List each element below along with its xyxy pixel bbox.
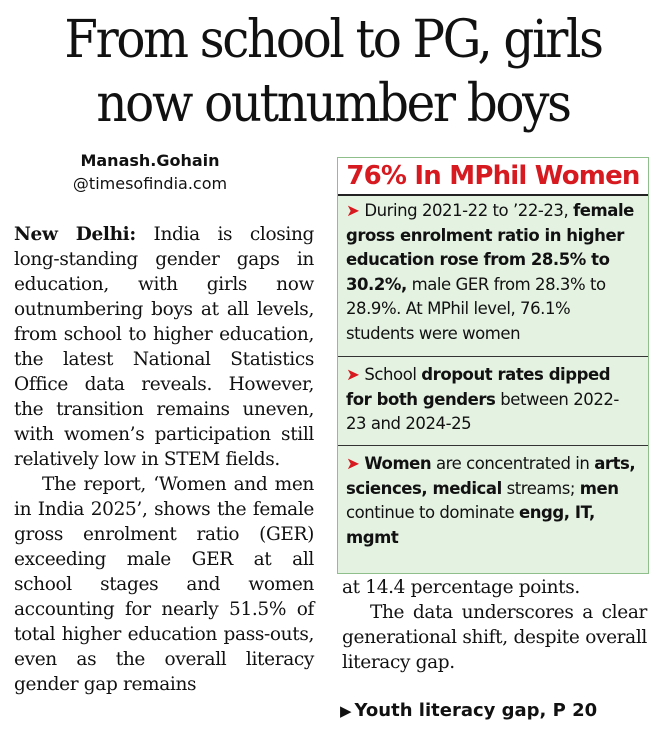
headline-line-1: From school to PG, girls: [64, 10, 602, 70]
factbox-item-3-text-b: are concentrated in: [436, 454, 590, 473]
article-paragraph-2: The report, ‘Women and men in India 2025’, shows the female gross enrolment ratio (GER) exceeding male GER at all school stages and women accounting for nearly 51.5% of total higher education pass-outs, even as the overall literacy gender gap remains: [14, 474, 314, 695]
article-column-left: [14, 222, 314, 697]
factbox-item-3-text-g: engg, IT, mgmt: [346, 503, 595, 547]
factbox-item-3-text-d: streams;: [506, 478, 575, 498]
factbox-item-3: [338, 452, 638, 550]
factbox-item-2-text-b: dropout rates dipped for both genders: [346, 365, 611, 409]
factbox-divider: [338, 445, 648, 446]
red-arrow-icon: ➤: [346, 454, 360, 473]
page-reference-link[interactable]: [340, 700, 640, 722]
red-arrow-icon: ➤: [346, 365, 360, 384]
factbox-item-3-text-a: Women: [364, 454, 432, 473]
factbox-item-1-text-c: male GER from 28.3% to 28.9%. At MPhil level, 76.1% students were women: [346, 274, 606, 343]
factbox: [337, 157, 649, 574]
author-handle: @timesofindia.com: [72, 174, 228, 193]
red-arrow-icon: ➤: [346, 201, 360, 220]
article-paragraph-2-continued: at 14.4 percentage points.: [342, 577, 580, 598]
factbox-item-2-text-c: between 2022-23 and 2024-25: [346, 389, 619, 433]
factbox-item-2-text-a: School: [364, 365, 417, 384]
article-paragraph-1: [14, 222, 314, 472]
factbox-item-1: [338, 199, 638, 346]
factbox-item-1-text-b: female gross enrolment ratio in higher education rose from 28.5% to 30.2%,: [346, 201, 634, 294]
dateline: New Delhi:: [14, 224, 136, 245]
triangle-right-icon: ▶: [340, 702, 352, 720]
article-column-right: [342, 575, 647, 675]
factbox-item-2: [338, 363, 638, 437]
paragraph-1-text: India is closing long-standing gender gaps in education, with girls now outnumbering boys at all levels, from school to higher education, the latest National Statistics Office data reveals. However, the transition remains uneven, with women’s participation still relatively low in STEM fields.: [14, 224, 314, 470]
author-name: Manash.Gohain: [80, 151, 220, 170]
byline: [40, 150, 260, 196]
page-reference-text: Youth literacy gap, P 20: [354, 700, 598, 721]
headline: [23, 8, 642, 136]
factbox-item-1-text-a: During 2021-22 to ’22-23,: [364, 201, 569, 220]
headline-line-2: now outnumber boys: [96, 74, 570, 134]
factbox-item-3-text-c: arts, sciences, medical: [346, 454, 636, 498]
factbox-item-3-text-f: continue to dominate: [346, 503, 515, 522]
article-paragraph-3: The data underscores a clear generational shift, despite overall literacy gap.: [342, 602, 647, 673]
factbox-divider: [338, 356, 648, 357]
factbox-item-3-text-e: men: [579, 478, 619, 498]
factbox-title: 76% In MPhil Women: [338, 158, 648, 196]
